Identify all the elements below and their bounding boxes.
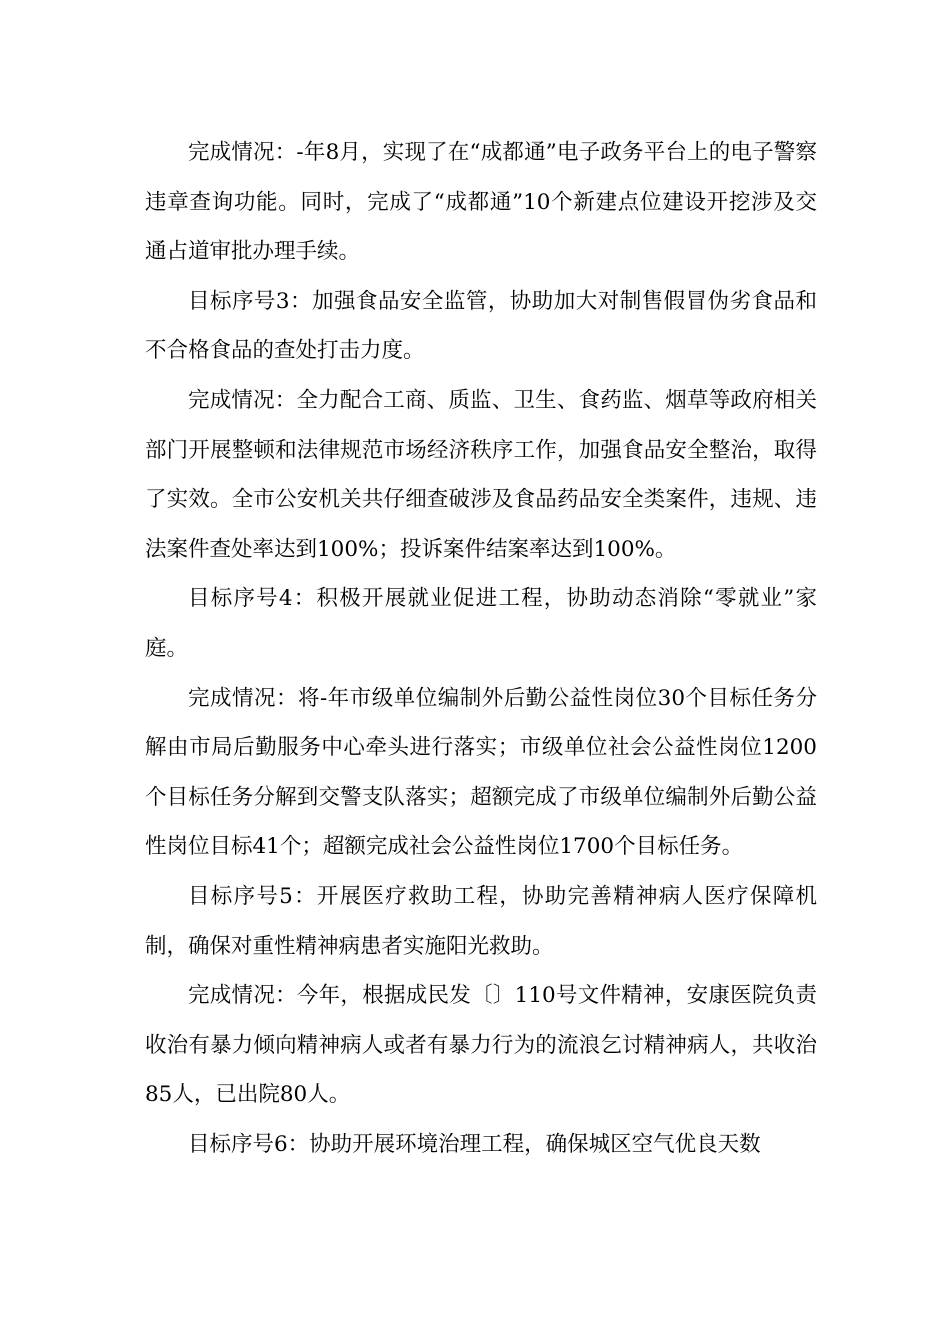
paragraph-target-5: 目标序号5：开展医疗救助工程，协助完善精神病人医疗保障机制，确保对重性精神病患者实施阳光救助。 — [145, 883, 817, 959]
paragraph-completion-3: 完成情况：全力配合工商、质监、卫生、食药监、烟草等政府相关部门开展整顿和法律规范市场经济秩序工作，加强食品安全整治，取得了实效。全市公安机关共仔细查破涉及食品药品安全类案件，违规、违法案件查处率达到100%；投诉案件结案率达到100%。 — [145, 387, 817, 562]
paragraph-completion-5: 完成情况：今年，根据成民发〔〕110号文件精神，安康医院负责收治有暴力倾向精神病人或者有暴力行为的流浪乞讨精神病人，共收治85人，已出院80人。 — [145, 983, 817, 1108]
paragraph-target-4: 目标序号4：积极开展就业促进工程，协助动态消除“零就业”家庭。 — [145, 586, 817, 661]
paragraph-target-6: 目标序号6：协助开展环境治理工程，确保城区空气优良天数 — [188, 1131, 761, 1157]
paragraph-target-3: 目标序号3：加强食品安全监管，协助加大对制售假冒伪劣食品和不合格食品的查处打击力度。 — [145, 288, 817, 364]
paragraph-completion-4: 完成情况：将-年市级单位编制外后勤公益性岗位30个目标任务分解由市局后勤服务中心牵头进行落实；市级单位社会公益性岗位1200个目标任务分解到交警支队落实；超额完成了市级单位编制外后勤公益性岗位目标41个；超额完成社会公益性岗位1700个目标任务。 — [145, 685, 817, 860]
paragraph-completion-1: 完成情况：-年8月，实现了在“成都通”电子政务平台上的电子警察违章查询功能。同时，完成了“成都通”10个新建点位建设开挖涉及交通占道审批办理手续。 — [145, 140, 817, 265]
document-body — [145, 128, 817, 1169]
